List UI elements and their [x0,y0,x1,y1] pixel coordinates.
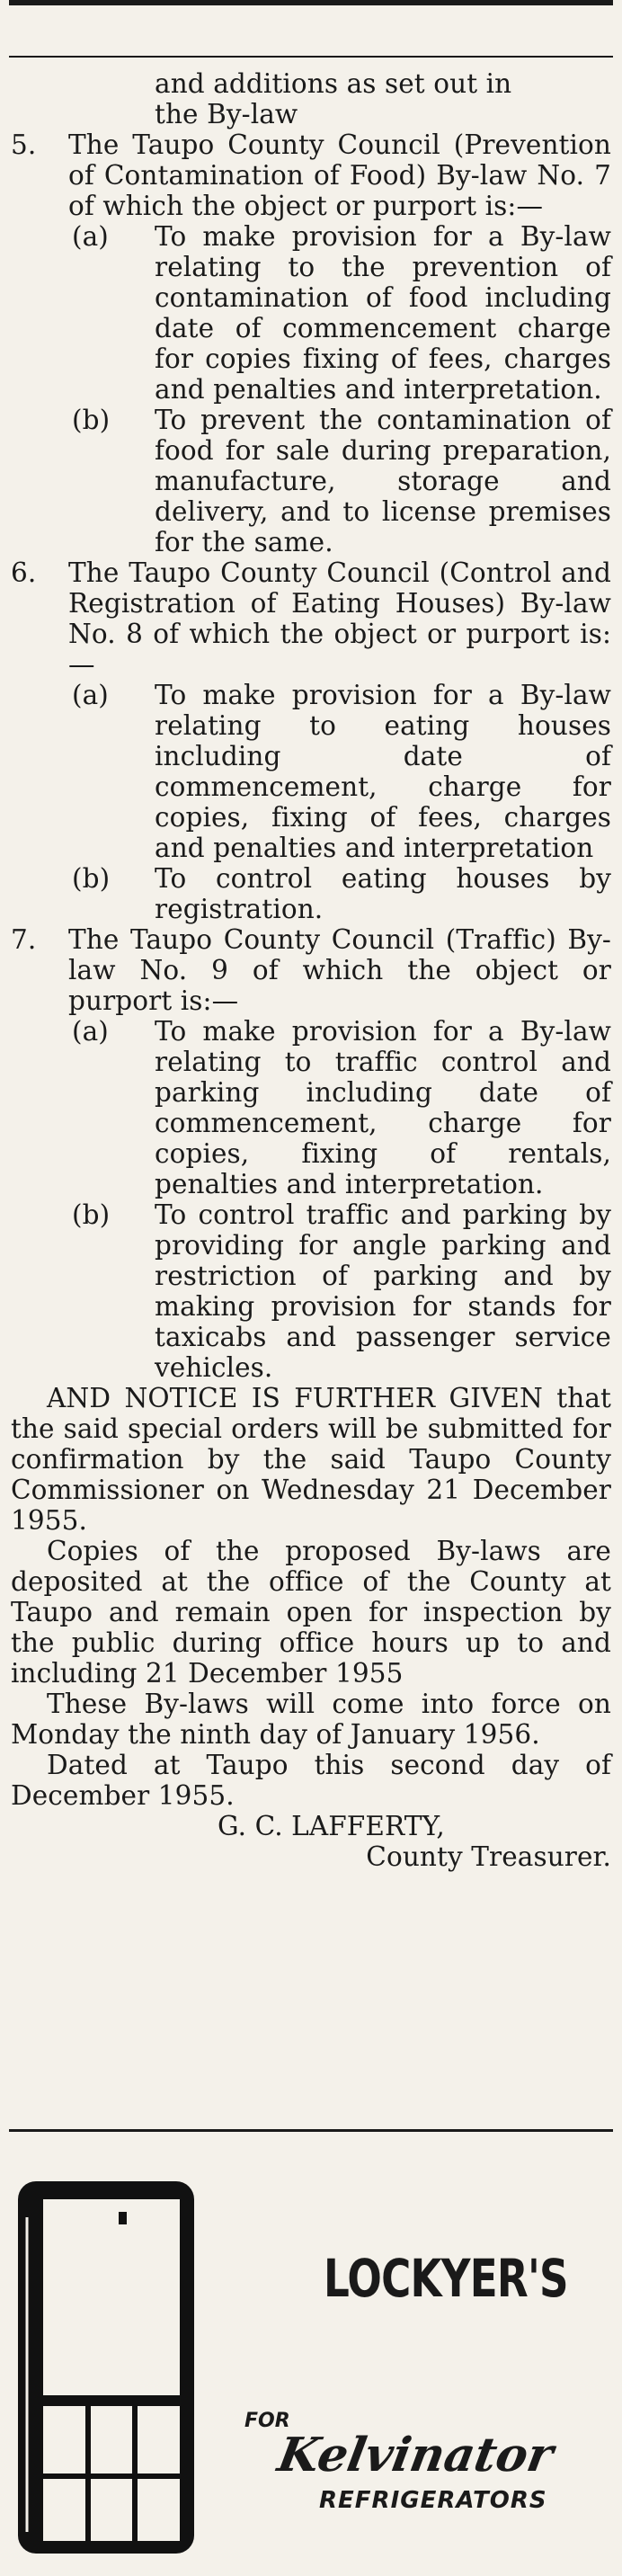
bylaw-notice [11,68,611,1872]
sub-text: To control eating houses by registration. [155,863,611,924]
notice-paragraph: These By-laws will come into force on Monday the ninth day of January 1956. [11,1689,611,1750]
sub-label: (b) [72,863,111,894]
for-label: FOR [244,2410,290,2432]
sub-item [11,221,611,405]
item-text: The Taupo County Council (Traffic) By-law No. 9 of which the object or purport is:— [68,924,611,1016]
notice-paragraph: Copies of the proposed By-laws are deposited at the office of the County at Taupo and remain open for inspection by the public during office hours up to and including 21 December 1955 [11,1536,611,1689]
sub-text: To make provision for a By-law relating to eating houses including date of commencement, charge for copies, fixing of fees, charges and penalties and interpretation [155,680,611,863]
section-divider [9,2129,613,2132]
sub-text: To prevent the contamination of food for sale during preparation, manufacture, storage and delivery, and to license premises for the same. [155,405,611,557]
sub-item [11,863,611,924]
sub-label: (b) [72,405,111,435]
item-number: 5. [11,129,37,160]
sub-label: (b) [72,1199,111,1230]
bylaw-item-7 [11,924,611,1016]
sub-label: (a) [72,680,109,710]
sub-item [11,1199,611,1383]
sub-item [11,405,611,557]
sub-text: To make provision for a By-law relating to the prevention of contamination of food including date of commencement charge for copies fixing of fees, charges and penalties and interpretation. [155,221,611,405]
sub-item [11,680,611,863]
item-text: The Taupo County Council (Control and Registration of Eating Houses) By-law No. 8 of which the object or purport is:— [68,557,611,680]
refrigerator-icon [18,2181,194,2554]
advertiser-name: LOCKYER'S [324,2248,568,2309]
signatory-name: G. C. LAFFERTY, [218,1811,445,1841]
sub-text: To make provision for a By-law relating to traffic control and parking including date of commencement, charge for copies, fixing of rentals, penalties and interpretation. [155,1016,611,1199]
item-number: 7. [11,924,37,955]
product-brand: Kelvinator [273,2428,557,2482]
continued-line: and additions as set out in [155,68,512,99]
bylaw-item-5 [11,129,611,221]
sub-label: (a) [72,1016,109,1047]
advertisement [9,2158,613,2563]
column-rule [9,56,613,58]
product-type: REFRIGERATORS [319,2487,547,2514]
continued-line: the By-law [155,99,298,129]
item-number: 6. [11,557,37,588]
top-border [9,0,613,5]
signatory-title: County Treasurer. [366,1841,611,1872]
notice-paragraph: Dated at Taupo this second day of December 1955. [11,1750,611,1811]
sub-item [11,1016,611,1199]
sub-text: To control traffic and parking by providing for angle parking and restriction of parking and by making provision for stands for taxicabs and passenger service vehicles. [155,1199,611,1383]
item-text: The Taupo County Council (Prevention of Contamination of Food) By-law No. 7 of which the object or purport is:— [68,129,611,221]
bylaw-item-6 [11,557,611,680]
sub-label: (a) [72,221,109,252]
notice-paragraph: AND NOTICE IS FURTHER GIVEN that the said special orders will be submitted for confirmation by the said Taupo County Commissioner on Wednesday 21 December 1955. [11,1383,611,1536]
